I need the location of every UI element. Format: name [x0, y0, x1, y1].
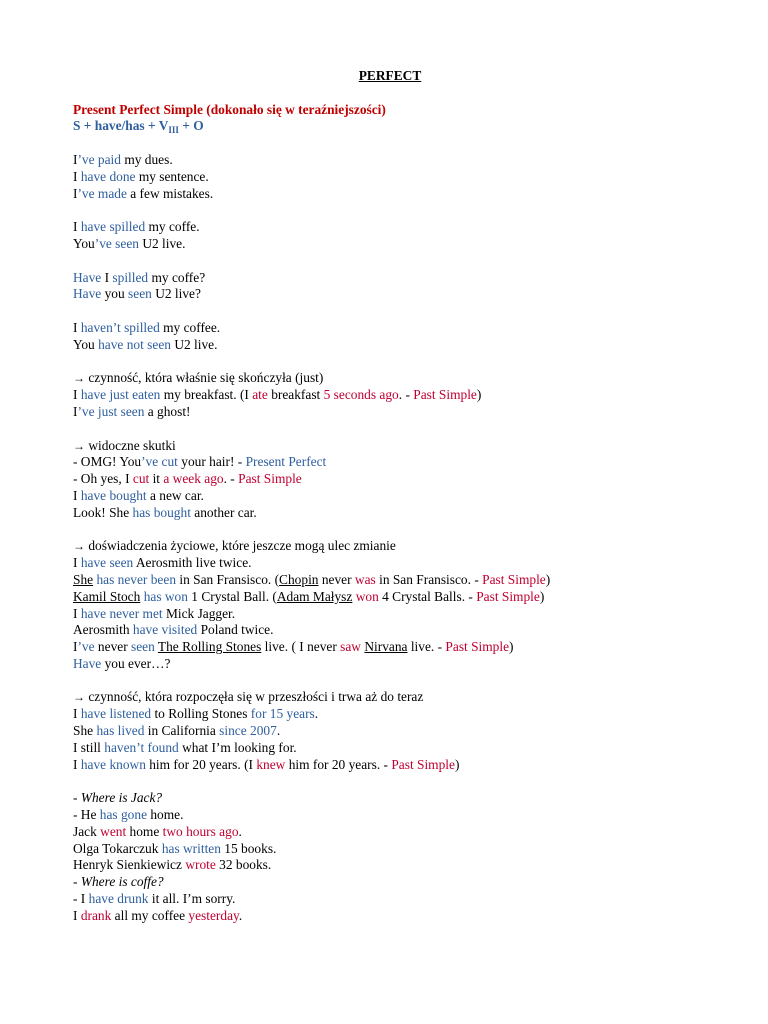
example-line: - OMG! You’ve cut your hair! - Present Perfect	[73, 454, 327, 470]
example-line: I have never met Mick Jagger.	[73, 605, 236, 621]
arrow-right-icon: →	[73, 539, 85, 554]
example-line: I drank all my coffee yesterday.	[73, 907, 243, 923]
usage-heading: → doświadczenia życiowe, które jeszcze mogą ulec zmianie	[73, 538, 396, 554]
arrow-right-icon: →	[73, 438, 85, 453]
usage-heading: → widoczne skutki	[73, 437, 176, 453]
document-page	[73, 68, 713, 925]
dialogue-line: - I have drunk it all. I’m sorry.	[73, 891, 236, 907]
example-line: I have done my sentence.	[73, 168, 209, 184]
example-line: Jack went home two hours ago.	[73, 823, 242, 839]
example-line: I have just eaten my breakfast. (I ate breakfast 5 seconds ago. - Past Simple)	[73, 387, 482, 403]
question-line: Have I spilled my coffe?	[73, 269, 206, 285]
negative-line: You have not seen U2 live.	[73, 336, 218, 352]
example-line: Olga Tokarczuk has written 15 books.	[73, 840, 277, 856]
example-line: Look! She has bought another car.	[73, 504, 257, 520]
example-line: Have you ever…?	[73, 655, 171, 671]
usage-heading: → czynność, która właśnie się skończyła (just)	[73, 370, 324, 386]
question-line: Have you seen U2 live?	[73, 286, 201, 302]
arrow-right-icon: →	[73, 371, 85, 386]
example-line: Aerosmith have visited Poland twice.	[73, 622, 274, 638]
example-line: I’ve just seen a ghost!	[73, 403, 191, 419]
example-line: I have seen Aerosmith live twice.	[73, 555, 252, 571]
example-line: I have bought a new car.	[73, 487, 204, 503]
dialogue-line: - Where is coffe?	[73, 874, 164, 890]
example-line: She has never been in San Fransisco. (Chopin never was in San Fransisco. - Past Simple)	[73, 571, 551, 587]
arrow-right-icon: →	[73, 690, 85, 705]
negative-line: I haven’t spilled my coffee.	[73, 319, 221, 335]
dialogue-line: - Where is Jack?	[73, 790, 163, 806]
page-title: PERFECT	[358, 68, 422, 83]
example-line: I’ve never seen The Rolling Stones live. ( I never saw Nirvana live. - Past Simple)	[73, 639, 514, 655]
example-line: I have listened to Rolling Stones for 15 years.	[73, 706, 319, 722]
example-line: I have known him for 20 years. (I knew him for 20 years. - Past Simple)	[73, 756, 460, 772]
example-line: Kamil Stoch has won 1 Crystal Ball. (Adam Małysz won 4 Crystal Balls. - Past Simple)	[73, 588, 545, 604]
section-heading: Present Perfect Simple (dokonało się w teraźniejszości)	[73, 101, 386, 117]
example-line: - Oh yes, I cut it a week ago. - Past Simple	[73, 471, 302, 487]
example-line: Henryk Sienkiewicz wrote 32 books.	[73, 857, 272, 873]
dialogue-line: - He has gone home.	[73, 807, 184, 823]
example-line: I have spilled my coffe.	[73, 219, 200, 235]
usage-heading: → czynność, która rozpoczęła się w przeszłości i trwa aż do teraz	[73, 689, 424, 705]
example-line: I’ve made a few mistakes.	[73, 185, 214, 201]
formula: S + have/has + $V_{III} + O$	[73, 118, 204, 136]
example-line: I’ve paid my dues.	[73, 151, 173, 167]
example-line: I still haven’t found what I’m looking for.	[73, 739, 297, 755]
example-line: She has lived in California since 2007.	[73, 723, 281, 739]
example-line: You’ve seen U2 live.	[73, 235, 186, 251]
